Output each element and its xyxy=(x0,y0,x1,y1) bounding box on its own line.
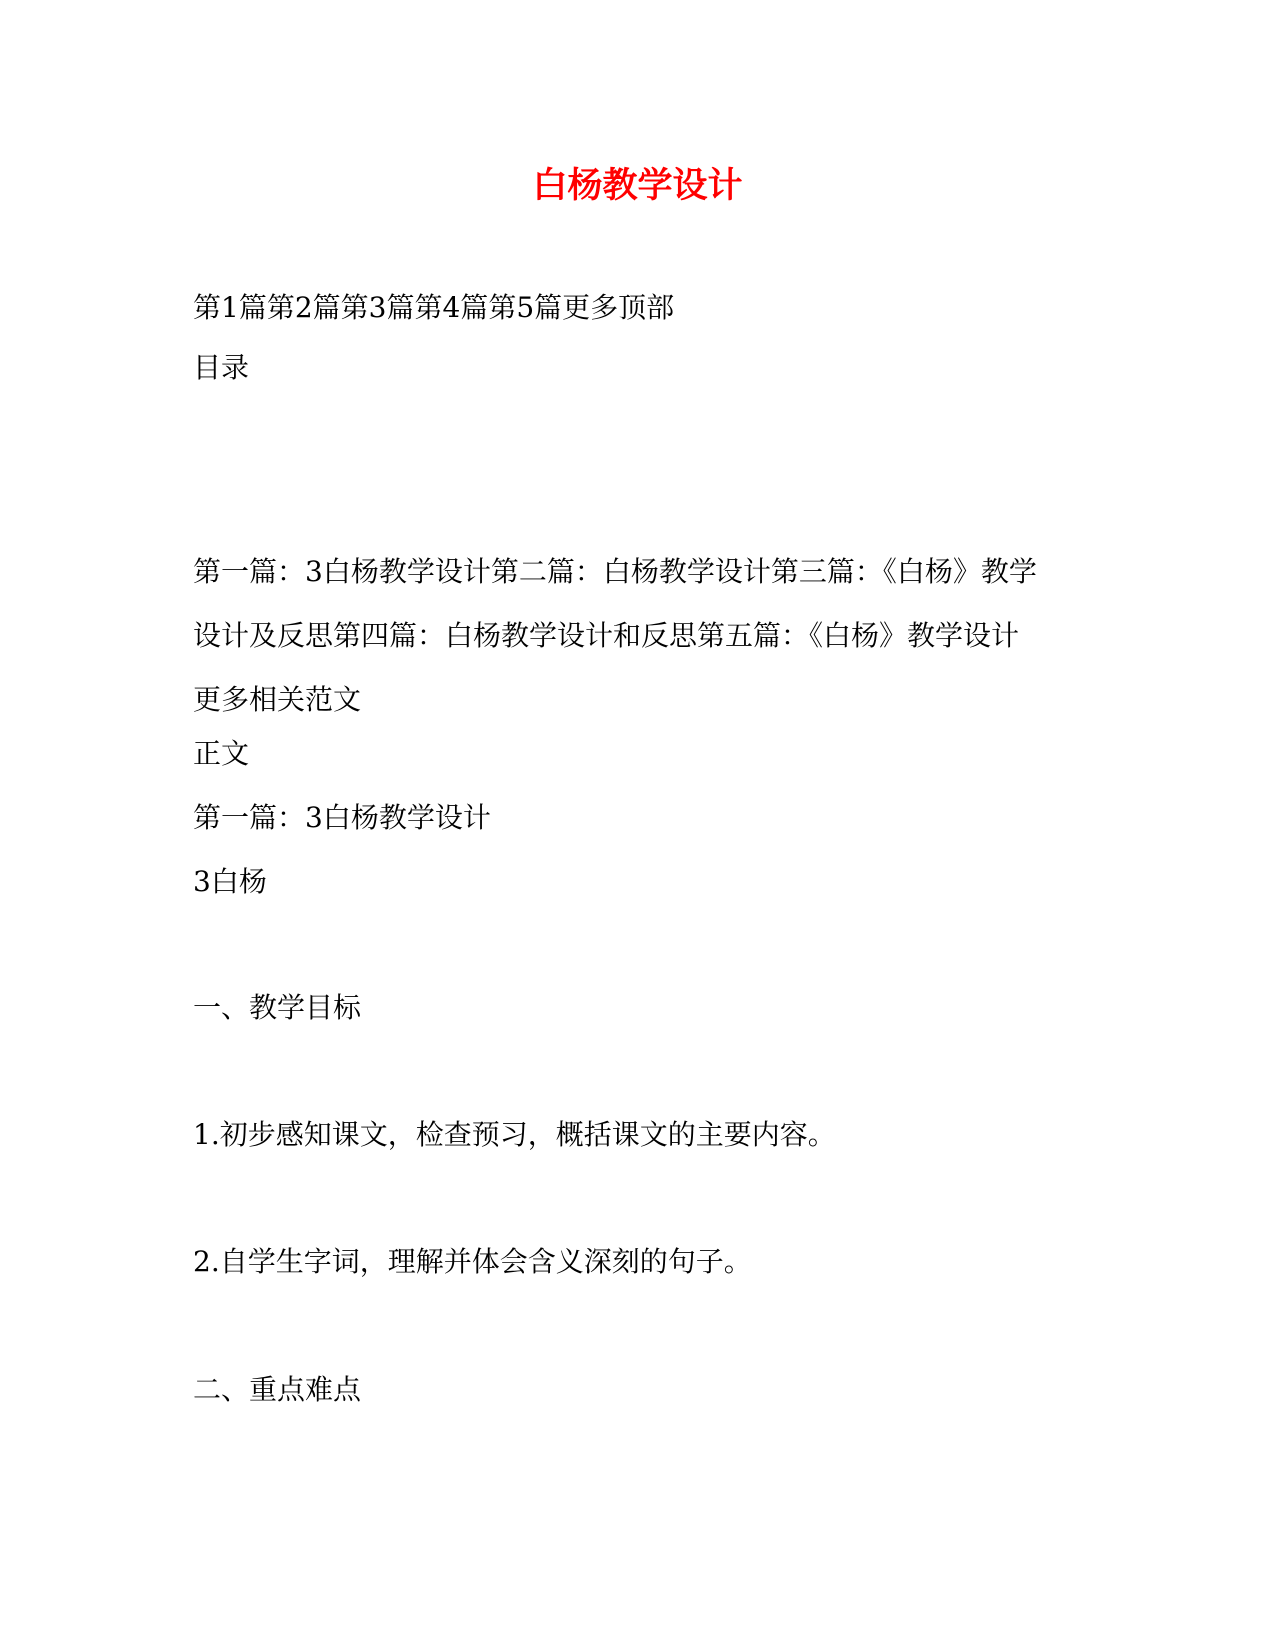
section-heading-goals: 一、教学目标 xyxy=(193,991,362,1024)
toc-line[interactable]: 设计及反思第四篇：白杨教学设计和反思第五篇：《白杨》教学设计 xyxy=(193,619,1020,652)
goal-item-2: 2.自学生字词，理解并体会含义深刻的句子。 xyxy=(193,1245,752,1278)
nav-link-chapter-1[interactable]: 第1篇 xyxy=(193,291,267,324)
nav-link-top[interactable]: 顶部 xyxy=(618,291,675,324)
toc-heading: 目录 xyxy=(193,351,250,384)
section-heading-key-points: 二、重点难点 xyxy=(193,1373,362,1406)
nav-link-chapter-3[interactable]: 第3篇 xyxy=(340,291,415,324)
document-title: 白杨教学设计 xyxy=(532,165,743,206)
nav-link-chapter-2[interactable]: 第2篇 xyxy=(266,291,341,324)
article-title: 第一篇：3白杨教学设计 xyxy=(193,801,491,834)
nav-link-chapter-4[interactable]: 第4篇 xyxy=(414,291,489,324)
nav-link-chapter-5[interactable]: 第5篇 xyxy=(488,291,563,324)
chapter-nav xyxy=(193,288,674,328)
article-subtitle: 3白杨 xyxy=(193,865,267,898)
toc-line[interactable]: 第一篇：3白杨教学设计第二篇：白杨教学设计第三篇：《白杨》教学 xyxy=(193,555,1037,588)
goal-item-1: 1.初步感知课文，检查预习，概括课文的主要内容。 xyxy=(193,1118,836,1151)
table-of-contents xyxy=(193,540,1093,732)
body-heading: 正文 xyxy=(193,737,250,770)
toc-line[interactable]: 更多相关范文 xyxy=(193,683,362,716)
nav-link-more[interactable]: 更多 xyxy=(562,291,619,324)
